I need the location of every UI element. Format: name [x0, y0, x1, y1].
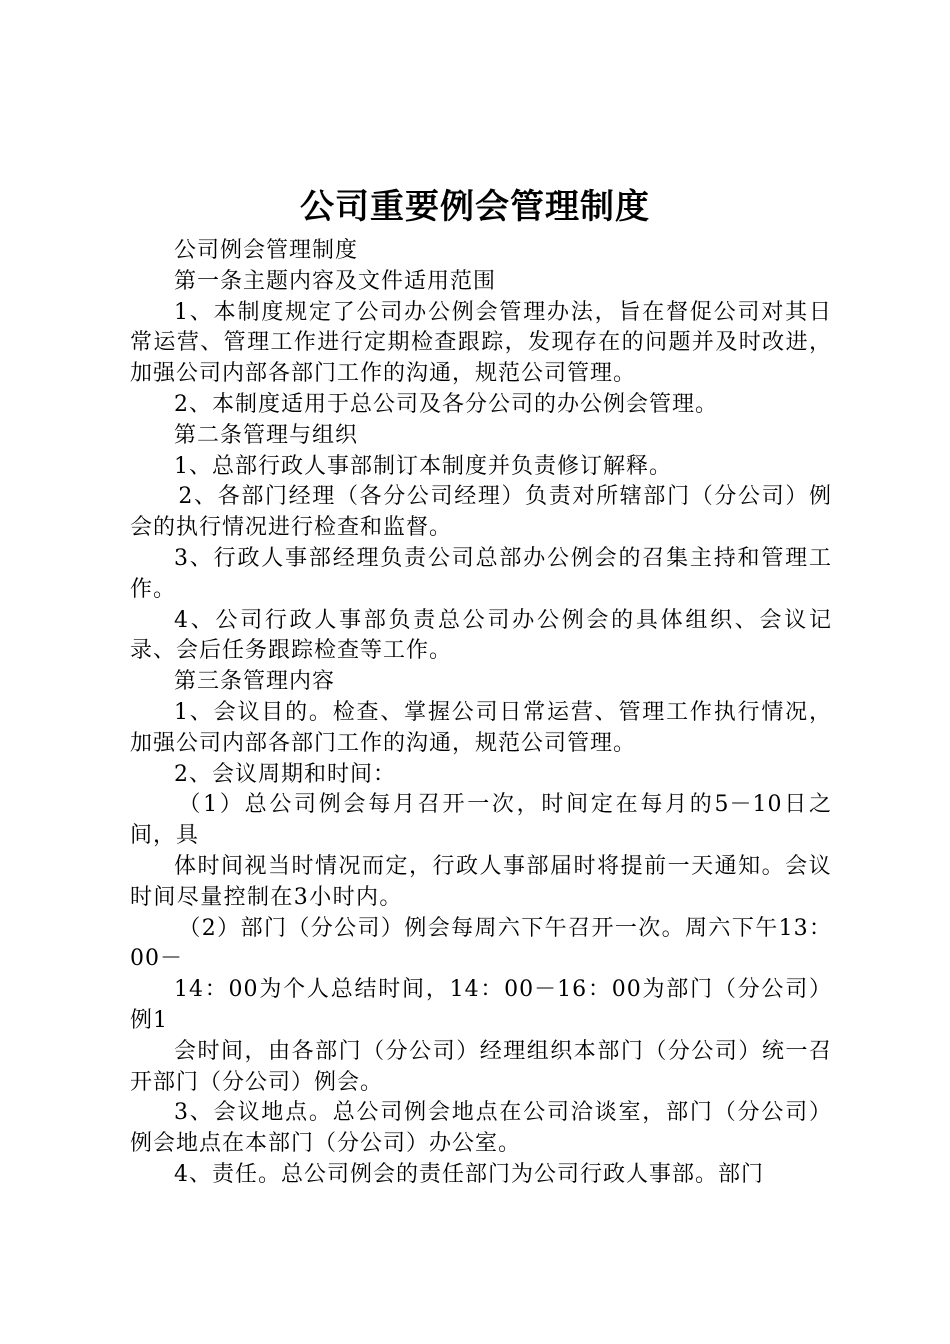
paragraph-article-3-item-2-2c: 会时间，由各部门（分公司）经理组织本部门（分公司）统一召开部门（分公司）例会。	[130, 1038, 832, 1095]
paragraph-article-3-heading: 第三条管理内容	[174, 669, 336, 695]
paragraph-article-3-item-4: 4、责任。总公司例会的责任部门为公司行政人事部。部门	[174, 1161, 764, 1187]
paragraph-article-2-item-4: 4、公司行政人事部负责总公司办公例会的具体组织、会议记录、会后任务跟踪检查等工作。	[130, 607, 832, 664]
paragraph-article-2-item-2: 2、各部门经理（各分公司经理）负责对所辖部门（分公司）例会的执行情况进行检查和监督。	[130, 484, 832, 541]
paragraph-subtitle: 公司例会管理制度	[174, 238, 359, 263]
paragraph-article-1-item-1: 1、本制度规定了公司办公例会管理办法，旨在督促公司对其日常运营、管理工作进行定期检查跟踪，发现存在的问题并及时改进，加强公司内部各部门工作的沟通，规范公司管理。	[130, 299, 832, 387]
paragraph-article-1-item-2: 2、本制度适用于总公司及各分公司的办公例会管理。	[174, 391, 718, 417]
paragraph-article-3-item-2-1a: （1）总公司例会每月召开一次，时间定在每月的5－10日之间，具	[130, 792, 832, 849]
paragraph-article-1-heading: 第一条主题内容及文件适用范围	[174, 268, 497, 294]
document-body	[130, 236, 832, 1191]
paragraph-article-3-item-2-2b: 14：00为个人总结时间，14：00－16：00为部门（分公司）例1	[130, 977, 832, 1033]
paragraph-article-3-item-2-2a: （2）部门（分公司）例会每周六下午召开一次。周六下午13：00－	[130, 915, 832, 972]
paragraph-article-3-item-3: 3、会议地点。总公司例会地点在公司洽谈室，部门（分公司）例会地点在本部门（分公司）办公室。	[130, 1100, 832, 1157]
paragraph-article-2-item-1: 1、总部行政人事部制订本制度并负责修订解释。	[174, 453, 672, 479]
paragraph-article-2-item-3: 3、行政人事部经理负责公司总部办公例会的召集主持和管理工作。	[130, 545, 832, 602]
paragraph-article-2-heading: 第二条管理与组织	[174, 422, 359, 448]
paragraph-article-3-item-2: 2、会议周期和时间：	[174, 761, 396, 787]
document-title: 公司重要例会管理制度	[300, 187, 650, 227]
paragraph-article-3-item-1: 1、会议目的。检查、掌握公司日常运营、管理工作执行情况，加强公司内部各部门工作的沟通，规范公司管理。	[130, 699, 832, 756]
paragraph-article-3-item-2-1b: 体时间视当时情况而定，行政人事部届时将提前一天通知。会议时间尽量控制在3小时内。	[130, 853, 832, 910]
